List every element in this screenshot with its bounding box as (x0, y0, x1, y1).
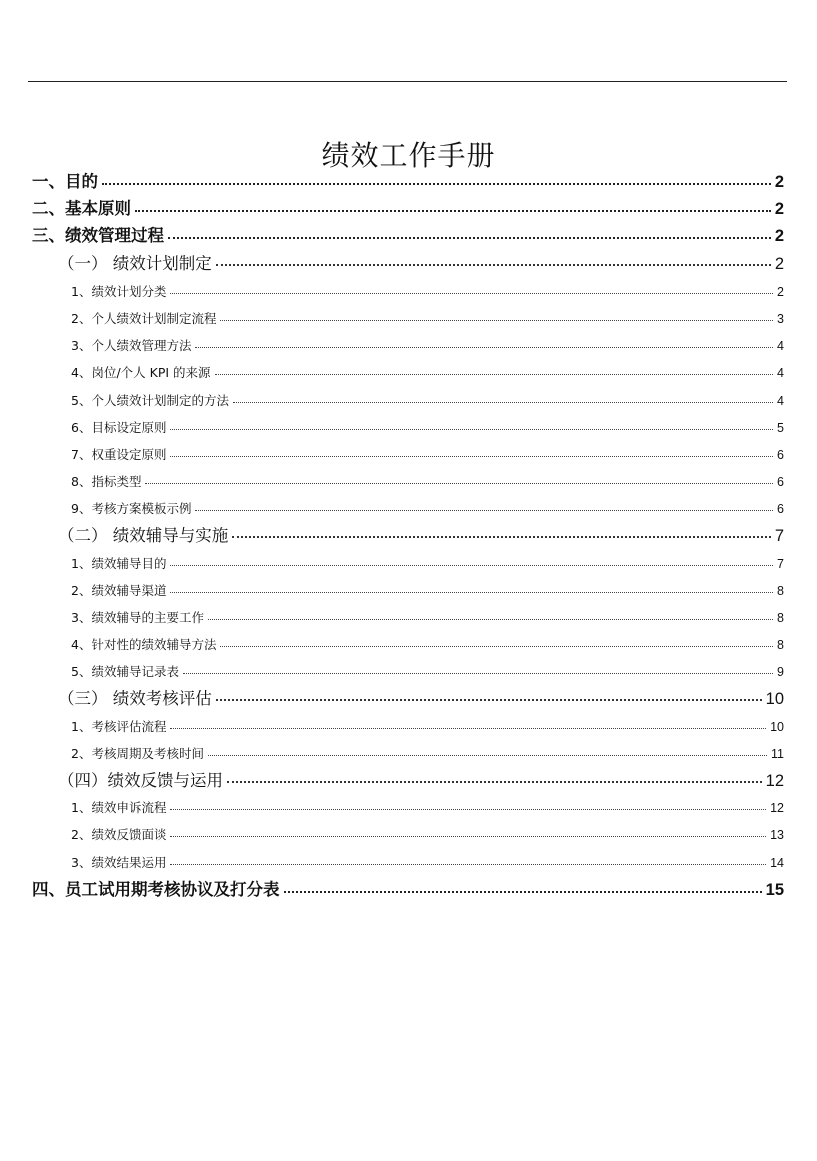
toc-entry-page-number: 2 (774, 227, 784, 245)
toc-dot-leader (195, 501, 773, 514)
toc-entry[interactable] (71, 388, 784, 414)
toc-entry-label: （二） 绩效辅导与实施 (58, 526, 229, 545)
toc-entry-page-number: 4 (777, 366, 784, 380)
toc-entry[interactable] (58, 768, 784, 794)
toc-entry[interactable] (71, 605, 784, 631)
toc-entry[interactable] (32, 877, 784, 903)
toc-entry-label: 9、考核方案模板示例 (71, 501, 192, 516)
toc-entry-page-number: 9 (777, 665, 784, 679)
toc-entry[interactable] (32, 223, 784, 249)
toc-entry-label: 7、权重设定原则 (71, 447, 167, 462)
toc-dot-leader (216, 253, 771, 270)
toc-dot-leader (195, 338, 773, 351)
toc-dot-leader (170, 827, 766, 840)
toc-entry-label: 5、绩效辅导记录表 (71, 664, 179, 679)
toc-entry-page-number: 12 (770, 801, 784, 815)
toc-entry-label: 一、目的 (32, 172, 98, 191)
toc-entry[interactable] (71, 333, 784, 359)
toc-dot-leader (220, 311, 773, 324)
toc-entry[interactable] (71, 578, 784, 604)
toc-dot-leader (135, 198, 771, 215)
toc-entry-label: 1、绩效计划分类 (71, 284, 167, 299)
toc-dot-leader (170, 719, 766, 732)
document-title: 绩效工作手册 (321, 138, 496, 172)
toc-entry[interactable] (32, 169, 784, 195)
toc-entry-label: 2、绩效辅导渠道 (71, 583, 167, 598)
toc-entry-page-number: 2 (774, 255, 784, 273)
toc-entry-label: 1、绩效申诉流程 (71, 800, 167, 815)
toc-dot-leader (168, 225, 771, 242)
toc-entry-page-number: 7 (777, 557, 784, 571)
toc-entry[interactable] (58, 251, 784, 277)
toc-entry[interactable] (71, 659, 784, 685)
toc-dot-leader (170, 556, 773, 569)
toc-entry-page-number: 6 (777, 448, 784, 462)
toc-entry-label: 3、个人绩效管理方法 (71, 338, 192, 353)
toc-dot-leader (233, 393, 773, 406)
toc-dot-leader (232, 525, 771, 542)
toc-entry[interactable] (71, 714, 784, 740)
toc-entry-page-number: 5 (777, 421, 784, 435)
toc-dot-leader (216, 688, 762, 705)
toc-entry-label: 2、个人绩效计划制定流程 (71, 311, 217, 326)
toc-entry[interactable] (71, 279, 784, 305)
toc-entry-page-number: 2 (777, 285, 784, 299)
toc-entry-label: 6、目标设定原则 (71, 420, 167, 435)
toc-entry[interactable] (71, 741, 784, 767)
toc-entry[interactable] (71, 360, 784, 386)
toc-entry-page-number: 10 (765, 690, 784, 708)
toc-entry-page-number: 7 (774, 527, 784, 545)
toc-entry[interactable] (71, 822, 784, 848)
toc-entry[interactable] (71, 632, 784, 658)
toc-entry-page-number: 8 (777, 638, 784, 652)
toc-dot-leader (227, 770, 762, 787)
toc-entry-page-number: 11 (771, 747, 784, 761)
toc-dot-leader (170, 447, 773, 460)
toc-entry-label: （四）绩效反馈与运用 (58, 771, 223, 790)
toc-entry-page-number: 2 (774, 173, 784, 191)
toc-entry-label: 2、绩效反馈面谈 (71, 827, 167, 842)
toc-entry-page-number: 8 (777, 611, 784, 625)
toc-entry-label: 3、绩效辅导的主要工作 (71, 610, 204, 625)
toc-dot-leader (183, 664, 773, 677)
toc-entry-page-number: 12 (765, 772, 784, 790)
toc-entry[interactable] (58, 686, 784, 712)
toc-entry-page-number: 2 (774, 200, 784, 218)
toc-dot-leader (208, 610, 773, 623)
toc-entry-label: 5、个人绩效计划制定的方法 (71, 393, 229, 408)
toc-entry-label: 三、绩效管理过程 (32, 226, 164, 245)
toc-entry[interactable] (71, 415, 784, 441)
toc-dot-leader (102, 171, 771, 188)
toc-entry-page-number: 10 (770, 720, 784, 734)
toc-entry-page-number: 14 (770, 856, 784, 870)
toc-entry-page-number: 13 (770, 828, 784, 842)
toc-entry[interactable] (71, 469, 784, 495)
toc-entry-label: 8、指标类型 (71, 474, 142, 489)
toc-entry-page-number: 4 (777, 394, 784, 408)
toc-dot-leader (170, 420, 773, 433)
toc-dot-leader (220, 637, 773, 650)
toc-entry[interactable] (71, 442, 784, 468)
toc-entry-label: 四、员工试用期考核协议及打分表 (32, 880, 280, 899)
toc-dot-leader (284, 879, 762, 896)
toc-entry-page-number: 6 (777, 502, 784, 516)
toc-entry-label: （一） 绩效计划制定 (58, 254, 212, 273)
toc-entry[interactable] (71, 551, 784, 577)
toc-entry-label: （三） 绩效考核评估 (58, 689, 212, 708)
toc-entry-label: 1、绩效辅导目的 (71, 556, 167, 571)
toc-entry-label: 2、考核周期及考核时间 (71, 746, 204, 761)
toc-dot-leader (170, 583, 773, 596)
toc-dot-leader (145, 474, 773, 487)
toc-dot-leader (170, 284, 773, 297)
toc-entry[interactable] (71, 306, 784, 332)
toc-entry-page-number: 4 (777, 339, 784, 353)
toc-entry[interactable] (71, 795, 784, 821)
toc-entry-page-number: 6 (777, 475, 784, 489)
toc-entry-label: 4、针对性的绩效辅导方法 (71, 637, 217, 652)
toc-dot-leader (170, 800, 766, 813)
toc-entry-label: 4、岗位/个人 KPI 的来源 (71, 365, 211, 380)
toc-entry[interactable] (71, 496, 784, 522)
toc-entry-page-number: 3 (777, 312, 784, 326)
toc-dot-leader (215, 365, 774, 378)
toc-dot-leader (208, 746, 767, 759)
toc-dot-leader (170, 855, 766, 868)
header-rule (28, 81, 787, 82)
toc-entry[interactable] (58, 523, 784, 549)
toc-entry-label: 3、绩效结果运用 (71, 855, 167, 870)
toc-entry-page-number: 8 (777, 584, 784, 598)
toc-entry[interactable] (32, 196, 784, 222)
toc-entry[interactable] (71, 850, 784, 876)
toc-entry-label: 1、考核评估流程 (71, 719, 167, 734)
toc-entry-page-number: 15 (765, 881, 784, 899)
toc-entry-label: 二、基本原则 (32, 199, 131, 218)
